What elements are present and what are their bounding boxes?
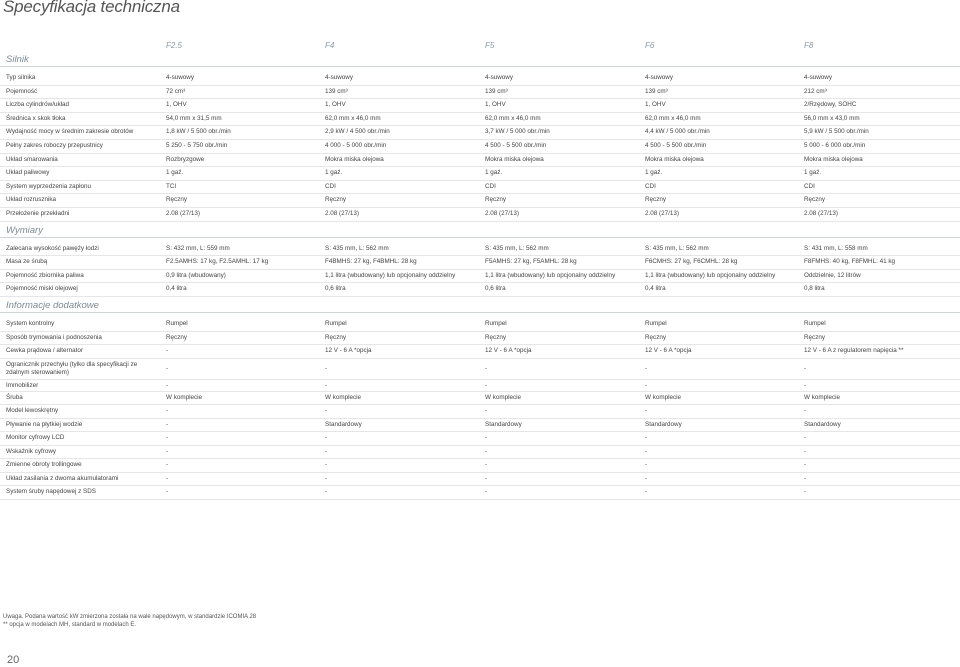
spec-value: 72 cm³ <box>166 87 186 95</box>
spec-value: - <box>166 434 169 441</box>
spec-value: 1 gaź. <box>325 169 343 177</box>
spec-value: Mokra miska olejowa <box>325 155 384 163</box>
spec-value: 2.08 (27/13) <box>166 210 200 217</box>
row-divider <box>0 344 960 345</box>
spec-label: Pływanie na płytkiej wodzie <box>6 420 83 428</box>
spec-value: - <box>804 447 807 455</box>
spec-value: S: 435 mm, L: 562 mm <box>485 245 549 252</box>
spec-label: Monitor cyfrowy LCD <box>6 434 65 441</box>
spec-label: Pełny zakres roboczy przepustnicy <box>6 142 103 149</box>
page-number: 20 <box>7 654 20 666</box>
spec-value: Rumpel <box>166 320 188 327</box>
spec-value: 1,1 litra (wbudowany) lub opcjonalny oddzielny <box>325 271 456 279</box>
spec-value: 5 000 - 6 000 obr./min <box>804 142 866 149</box>
spec-value: - <box>325 434 328 441</box>
spec-value: - <box>645 447 648 455</box>
spec-value: - <box>325 381 328 389</box>
footnote-option: ** opcja w modelach MH, standard w modelach E. <box>3 622 137 628</box>
spec-value: 1,1 litra (wbudowany) lub opcjonalny oddzielny <box>645 271 776 279</box>
spec-label: System śruby napędowej z SDS <box>6 488 96 495</box>
row-divider <box>0 180 960 181</box>
row-divider <box>0 282 960 283</box>
row-divider <box>0 166 960 167</box>
row-divider <box>0 379 960 380</box>
spec-value: 0,4 litra <box>166 285 187 293</box>
spec-value: - <box>804 407 807 414</box>
spec-value: 4-suwowy <box>645 74 673 81</box>
spec-value: - <box>166 364 169 372</box>
row-divider <box>0 193 960 194</box>
spec-value: - <box>166 420 169 428</box>
spec-label: Wskaźnik cyfrowy <box>6 447 57 455</box>
row-divider <box>0 153 960 154</box>
spec-value: - <box>485 407 488 414</box>
spec-value: Ręczny <box>804 196 825 204</box>
spec-value: Ręczny <box>166 196 187 204</box>
footnote-kw: Uwaga. Podana wartość kW zmierzona została na wale napędowym, w standardzie ICOMIA 28 <box>3 614 257 620</box>
spec-value: W komplecie <box>166 393 203 401</box>
model-header-f4: F4 <box>325 41 335 50</box>
spec-value: S: 435 mm, L: 562 mm <box>645 245 709 252</box>
spec-value: 2.08 (27/13) <box>804 210 838 217</box>
spec-value: 62,0 mm x 46,0 mm <box>485 114 541 122</box>
spec-label: Zalecana wysokość pawęży łodzi <box>6 245 99 252</box>
spec-value: - <box>485 364 488 372</box>
row-divider <box>0 296 960 297</box>
row-divider <box>0 485 960 486</box>
section-rule <box>0 312 960 313</box>
spec-value: Ręczny <box>325 196 346 204</box>
row-divider <box>0 391 960 392</box>
spec-value: 12 V - 6 A *opcja <box>485 347 532 354</box>
spec-value: 1 gaź. <box>804 169 822 177</box>
spec-value: W komplecie <box>804 393 841 401</box>
spec-value: - <box>804 474 807 482</box>
row-divider <box>0 112 960 113</box>
spec-value: - <box>166 347 169 354</box>
spec-value: - <box>325 447 328 455</box>
spec-value: Mokra miska olejowa <box>645 155 704 163</box>
spec-value: - <box>485 447 488 455</box>
spec-value: 0,4 litra <box>645 285 666 293</box>
spec-label: Cewka prądowa / alternator <box>6 347 84 354</box>
spec-label: Wydajność mocy w średnim zakresie obrotów <box>6 128 134 136</box>
spec-value: Ręczny <box>325 333 346 341</box>
spec-value: - <box>804 381 807 389</box>
spec-label: Masa ze śrubą <box>6 258 48 266</box>
spec-value: 1,8 kW / 5 500 obr./min <box>166 128 231 136</box>
spec-value: - <box>645 474 648 482</box>
page-title: Specyfikacja techniczna <box>3 0 180 16</box>
spec-label: Śruba <box>6 393 23 401</box>
spec-value: 4-suwowy <box>166 74 194 81</box>
spec-label: System wyprzedzenia zapłonu <box>6 182 92 190</box>
spec-value: - <box>166 381 169 389</box>
spec-value: 139 cm³ <box>485 87 508 95</box>
spec-value: 4 000 - 5 000 obr./min <box>325 142 387 149</box>
spec-label: Pojemność miski olejowej <box>6 285 78 293</box>
spec-value: Standardowy <box>804 420 841 428</box>
spec-value: - <box>645 488 648 495</box>
spec-value: Standardowy <box>485 420 522 428</box>
spec-label: Pojemność zbiornika paliwa <box>6 271 84 279</box>
spec-value: 12 V - 6 A z regulatorem napięcia ** <box>804 347 904 354</box>
row-divider <box>0 125 960 126</box>
spec-value: 62,0 mm x 46,0 mm <box>645 114 701 122</box>
row-divider <box>0 255 960 256</box>
spec-value: - <box>645 461 648 468</box>
row-divider <box>0 98 960 99</box>
spec-label: Przełożenie przekładni <box>6 210 70 217</box>
spec-value: Mokra miska olejowa <box>485 155 544 163</box>
spec-value: - <box>645 364 648 372</box>
spec-value: - <box>166 474 169 482</box>
spec-value: W komplecie <box>645 393 682 401</box>
spec-value: 5 250 - 5 750 obr./min <box>166 142 228 149</box>
spec-value: 3,7 kW / 5 000 obr./min <box>485 128 550 136</box>
spec-value: CDI <box>804 182 815 190</box>
spec-value: 5,9 kW / 5 500 obr./min <box>804 128 869 136</box>
section-rule <box>0 66 960 67</box>
model-header-f6: F6 <box>645 41 655 50</box>
spec-value: 54,0 mm x 31,5 mm <box>166 114 222 122</box>
spec-value: - <box>804 364 807 372</box>
spec-value: 4,4 kW / 5 000 obr./min <box>645 128 710 136</box>
spec-label: Ogranicznik przechyłu (tylko dla specyfikacji ze zdalnym sterowaniem) <box>6 360 138 376</box>
spec-value: W komplecie <box>325 393 362 401</box>
spec-value: 4 500 - 5 500 obr./min <box>645 142 707 149</box>
spec-value: 1, OHV <box>645 101 666 109</box>
section-title: Silnik <box>6 54 29 65</box>
spec-value: - <box>166 407 169 414</box>
spec-value: - <box>804 488 807 495</box>
spec-value: Ręczny <box>645 333 666 341</box>
spec-value: Ręczny <box>804 333 825 341</box>
row-divider <box>0 358 960 359</box>
row-divider <box>0 139 960 140</box>
spec-value: 2.08 (27/13) <box>325 210 359 217</box>
model-header-f25: F2.5 <box>166 41 183 50</box>
spec-value: Mokra miska olejowa <box>804 155 863 163</box>
spec-value: Ręczny <box>485 196 506 204</box>
spec-value: Rumpel <box>325 320 347 327</box>
row-divider <box>0 207 960 208</box>
row-divider <box>0 499 960 500</box>
spec-value: 0,8 litra <box>804 285 825 293</box>
spec-value: - <box>166 461 169 468</box>
spec-value: F8FMHS: 40 kg, F8FMHL: 41 kg <box>804 258 895 266</box>
spec-label: Układ paliwowy <box>6 169 50 177</box>
row-divider <box>0 221 960 222</box>
spec-label: Immobilizer <box>6 381 39 389</box>
spec-value: W komplecie <box>485 393 522 401</box>
spec-label: Średnica x skok tłoka <box>6 114 66 122</box>
spec-value: Rumpel <box>645 320 667 327</box>
spec-value: 56,0 mm x 43,0 mm <box>804 114 860 122</box>
spec-label: Model lewoskrętny <box>6 407 59 414</box>
spec-value: Rumpel <box>804 320 826 327</box>
spec-value: Oddzielnie, 12 litrów <box>804 271 861 279</box>
row-divider <box>0 472 960 473</box>
spec-label: Liczba cylindrów/układ <box>6 101 69 109</box>
spec-value: S: 432 mm, L: 559 mm <box>166 245 230 252</box>
spec-label: Pojemność <box>6 87 38 95</box>
spec-value: 139 cm³ <box>645 87 668 95</box>
spec-value: - <box>645 381 648 389</box>
spec-value: - <box>645 407 648 414</box>
spec-value: F5AMHS: 27 kg, F5AMHL: 28 kg <box>485 258 577 266</box>
spec-value: 1, OHV <box>485 101 506 109</box>
spec-label: Układ zasilania z dwoma akumulatorami <box>6 474 119 482</box>
row-divider <box>0 458 960 459</box>
spec-value: 212 cm³ <box>804 87 827 95</box>
spec-value: - <box>804 434 807 441</box>
spec-value: 2.08 (27/13) <box>485 210 519 217</box>
row-divider <box>0 269 960 270</box>
spec-value: - <box>166 488 169 495</box>
row-divider <box>0 431 960 432</box>
spec-value: Ręczny <box>645 196 666 204</box>
spec-value: Ręczny <box>166 333 187 341</box>
spec-value: 1, OHV <box>166 101 187 109</box>
spec-value: - <box>325 364 328 372</box>
model-header-f8: F8 <box>804 41 814 50</box>
spec-value: 1, OHV <box>325 101 346 109</box>
spec-value: 12 V - 6 A *opcja <box>325 347 372 354</box>
spec-value: - <box>325 407 328 414</box>
spec-label: Układ smarowania <box>6 155 58 163</box>
spec-value: 1 gaź. <box>166 169 184 177</box>
spec-value: Standardowy <box>645 420 682 428</box>
spec-value: S: 431 mm, L: 558 mm <box>804 245 868 252</box>
spec-value: CDI <box>645 182 656 190</box>
row-divider <box>0 85 960 86</box>
spec-label: Typ silnika <box>6 74 36 81</box>
spec-label: Układ rozrusznika <box>6 196 57 204</box>
spec-value: 0,6 litra <box>485 285 506 293</box>
row-divider <box>0 404 960 405</box>
spec-value: S: 435 mm, L: 562 mm <box>325 245 389 252</box>
spec-value: Rozbryzgowe <box>166 155 205 163</box>
model-header-f5: F5 <box>485 41 495 50</box>
row-divider <box>0 418 960 419</box>
spec-value: Standardowy <box>325 420 362 428</box>
spec-value: Ręczny <box>485 333 506 341</box>
spec-value: TCI <box>166 182 177 190</box>
spec-value: - <box>325 461 328 468</box>
spec-value: - <box>325 474 328 482</box>
row-divider <box>0 331 960 332</box>
section-title: Informacje dodatkowe <box>6 300 99 311</box>
spec-value: 0,6 litra <box>325 285 346 293</box>
spec-value: 1 gaź. <box>645 169 663 177</box>
footnotes <box>3 613 256 629</box>
spec-value: - <box>166 447 169 455</box>
spec-value: F6CMHS: 27 kg, F6CMHL: 28 kg <box>645 258 738 266</box>
spec-value: 0,9 litra (wbudowany) <box>166 271 226 279</box>
spec-value: - <box>485 381 488 389</box>
spec-value: - <box>804 461 807 468</box>
spec-value: 2.08 (27/13) <box>645 210 679 217</box>
spec-value: - <box>485 461 488 468</box>
spec-value: CDI <box>325 182 336 190</box>
spec-value: - <box>325 488 328 495</box>
spec-label: Sposób trymowania i podnoszenia <box>6 333 102 341</box>
spec-value: F4BMHS: 27 kg, F4BMHL: 28 kg <box>325 258 417 266</box>
section-rule <box>0 237 960 238</box>
spec-value: Rumpel <box>485 320 507 327</box>
spec-label: System kontrolny <box>6 320 55 327</box>
spec-value: 62,0 mm x 46,0 mm <box>325 114 381 122</box>
spec-value: - <box>485 488 488 495</box>
spec-value: 1,1 litra (wbudowany) lub opcjonalny oddzielny <box>485 271 616 279</box>
spec-value: 4-suwowy <box>485 74 513 81</box>
spec-value: - <box>645 434 648 441</box>
spec-value: F2.5AMHS: 17 kg, F2.5AMHL: 17 kg <box>166 258 269 266</box>
spec-value: 4-suwowy <box>804 74 832 81</box>
spec-value: 12 V - 6 A *opcja <box>645 347 692 354</box>
spec-value: 139 cm³ <box>325 87 348 95</box>
spec-value: - <box>485 474 488 482</box>
spec-value: 4-suwowy <box>325 74 353 81</box>
spec-label: Zmienne obroty trollingowe <box>6 461 82 468</box>
spec-value: CDI <box>485 182 496 190</box>
row-divider <box>0 445 960 446</box>
spec-value: 2,9 kW / 4 500 obr./min <box>325 128 390 136</box>
spec-value: 1 gaź. <box>485 169 503 177</box>
spec-value: - <box>485 434 488 441</box>
spec-value: 4 500 - 5 500 obr./min <box>485 142 547 149</box>
section-title: Wymiary <box>6 225 43 236</box>
spec-value: 2/Rzędowy, SOHC <box>804 101 857 109</box>
